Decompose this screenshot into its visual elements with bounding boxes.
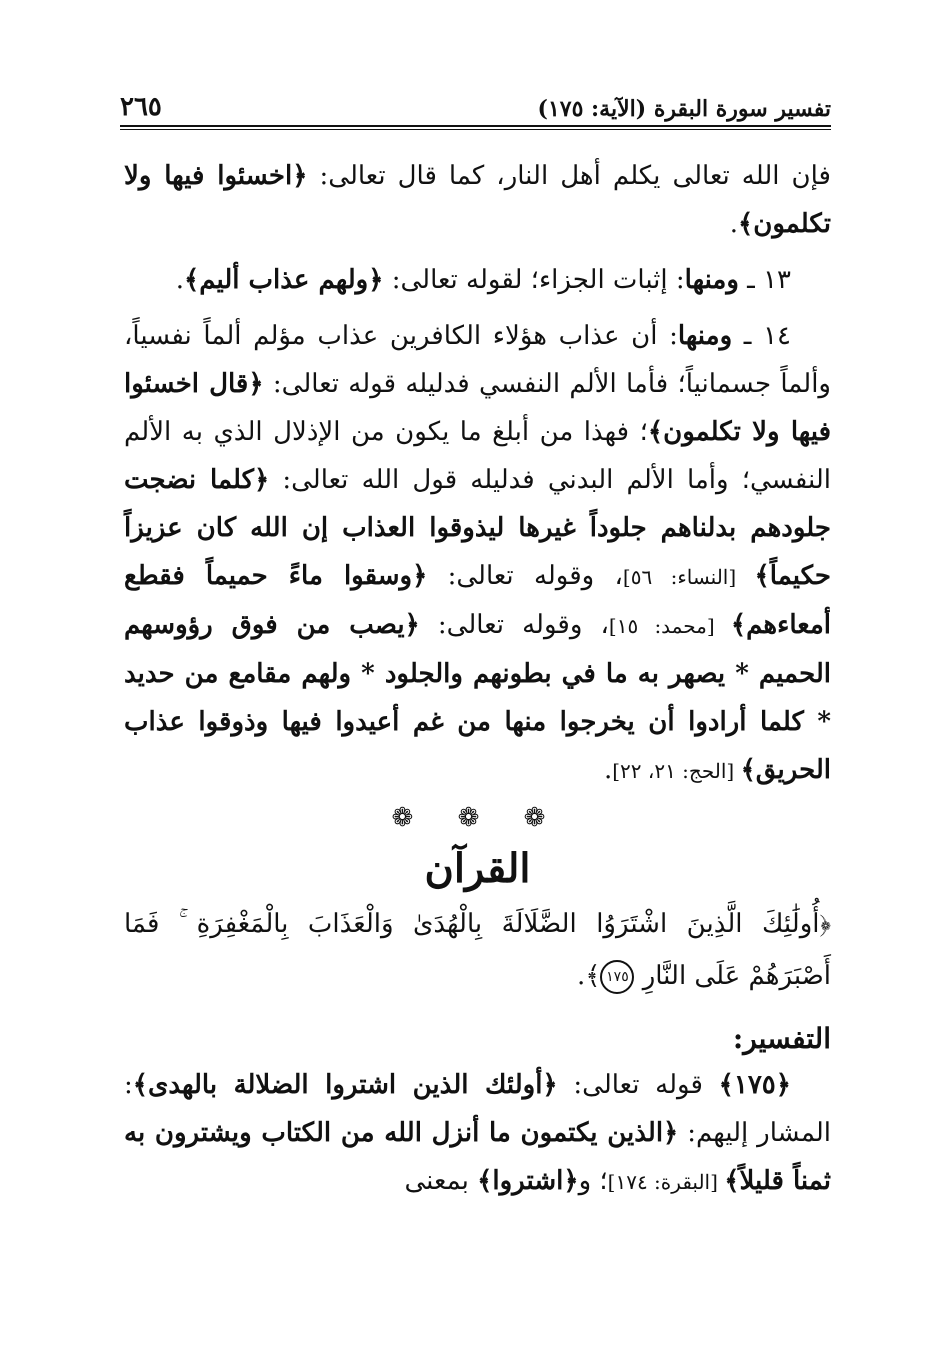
point-label: ومنها	[684, 265, 739, 295]
point-number: ١٤ ـ	[732, 321, 791, 351]
verse-reference: [النساء: ٥٦]	[622, 565, 755, 589]
point-label: ومنها	[677, 321, 733, 351]
text-span: ، وقوله تعالى:	[427, 561, 623, 591]
header-rule	[120, 125, 831, 127]
text-span: .	[729, 209, 738, 239]
quran-quote: ﴿يصب من فوق رؤوسهم الحميم * يصهر به ما في بطونهم والجلود * ولهم مقامع من حديد * كلما أرادوا أن يخرجوا منها من غم أعيدوا فيها وذوقوا عذاب الحريق﴾	[124, 610, 831, 785]
quran-quote: ﴿قال اخسئوا فيها ولا تكلمون﴾	[124, 369, 831, 447]
verse-reference: [الحج: ٢١، ٢٢]	[612, 759, 741, 783]
text-span: ؛ فهذا من أبلغ ما يكون من الإذلال الذي به الألم النفسي؛ وأما الألم البدني فدليله قول الله تعالى:	[124, 417, 832, 495]
ayah-number-marker: ١٧٥	[600, 960, 634, 994]
section-divider: ❁ ❁ ❁	[391, 803, 564, 833]
text-span: بمعنى	[404, 1166, 478, 1196]
quran-quote: ﴿ولهم عذاب أليم﴾	[183, 265, 384, 295]
paragraph-point-13	[124, 256, 831, 304]
point-number: ١٣ ـ	[738, 265, 791, 295]
quran-quote: ﴿كلما نضجت جلودهم بدلناهم جلوداً غيرها ليذوقوا العذاب إن الله كان عزيزاً حكيماً﴾	[124, 465, 831, 591]
text-span: فإن الله تعالى يكلم أهل النار، كما قال تعالى:	[307, 161, 831, 191]
header-rule-thin	[120, 129, 831, 130]
page-header	[120, 88, 831, 122]
page-body	[124, 152, 831, 1214]
verse-text: ﴿أُولَٰئِكَ الَّذِينَ اشْتَرَوُا الضَّلَالَةَ بِالْهُدَىٰ وَالْعَذَابَ بِالْمَغْفِرَةِ ۚ فَمَا أَصْبَرَهُمْ عَلَى النَّارِ	[124, 909, 831, 991]
paragraph-tafsir	[124, 1061, 831, 1206]
quran-quote: ﴿أولئك الذين اشتروا الضلالة بالهدى﴾	[132, 1070, 558, 1100]
verse-number: ﴿١٧٥﴾	[718, 1070, 791, 1100]
text-span: .	[175, 265, 184, 295]
verse-reference: [محمد: ١٥]	[608, 614, 731, 638]
text-span: ، وقوله تعالى:	[419, 610, 609, 640]
paragraph-divine-speech	[124, 152, 831, 248]
running-title: تفسير سورة البقرة (الآية: ١٧٥)	[537, 96, 831, 122]
text-span: : إثبات الجزاء؛ لقوله تعالى:	[383, 265, 685, 295]
text-span: : المشار إليهم:	[124, 1070, 831, 1148]
text-span: قوله تعالى:	[557, 1070, 719, 1100]
tafsir-heading: التفسير:	[732, 1022, 831, 1055]
text-span: ؛ و	[578, 1166, 608, 1196]
quran-quote: ﴿اشتروا﴾	[477, 1166, 579, 1196]
text-span: : أن عذاب هؤلاء الكافرين عذاب مؤلم ألماً نفسياً، وألماً جسمانياً؛ فأما الألم النفسي فدليله قوله تعالى:	[124, 321, 831, 399]
page-number: ٢٦٥	[120, 92, 162, 122]
verse-reference: [البقرة: ١٧٤]	[607, 1170, 725, 1194]
quran-quote: ﴿الذين يكتمون ما أنزل الله من الكتاب ويشترون به ثمناً قليلاً﴾	[124, 1118, 831, 1196]
text-span: .	[603, 755, 613, 785]
quran-quote: ﴿وسقوا ماءً حميماً فقطع أمعاءهم﴾	[124, 561, 831, 640]
quran-verse	[124, 898, 831, 1002]
paragraph-point-14	[124, 312, 831, 795]
verse-close: ﴾.	[576, 961, 601, 991]
section-title: القرآن	[424, 845, 531, 892]
quran-quote: ﴿اخسئوا فيها ولا تكلمون﴾	[124, 161, 831, 239]
